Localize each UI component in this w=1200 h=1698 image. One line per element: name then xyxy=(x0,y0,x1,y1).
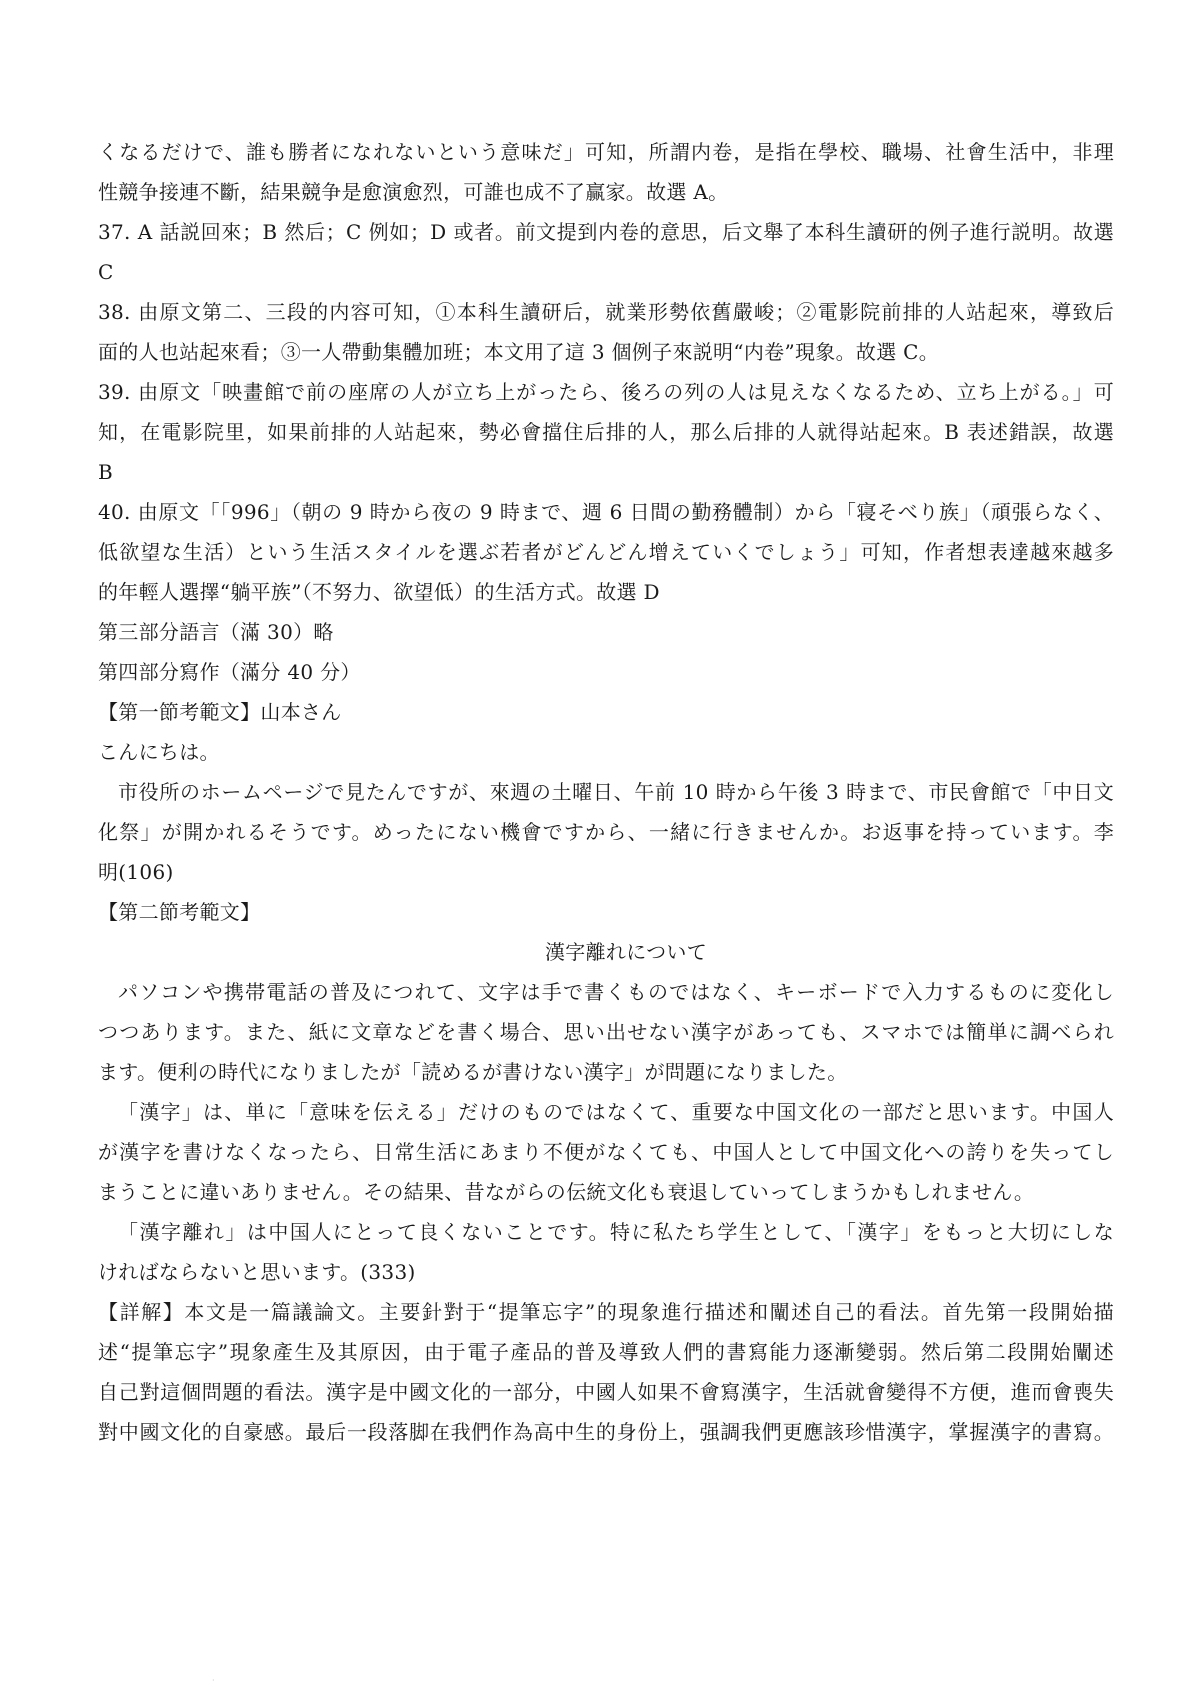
text-line: 明(106) xyxy=(98,860,174,884)
text-line: 面的人也站起來看；③一人帶動集體加班；本文用了這 3 個例子來説明“内卷”現象。故選 C。 xyxy=(98,340,940,364)
text-line: まうことに違いありません。その結果、昔ながらの伝統文化も衰退していってしまうかもしれません。 xyxy=(98,1180,1035,1204)
explanation-line: 【詳解】本文是一篇議論文。主要針對于“提筆忘字”的現象進行描述和闡述自己的看法。首先第一段開始描 xyxy=(98,1300,1114,1324)
document-page xyxy=(98,132,1114,1452)
text-line: くなるだけで、誰も勝者になれないという意味だ」可知，所謂内卷，是指在學校、職場、社會生活中，非理 xyxy=(98,140,1114,164)
answer-39-line: 39. 由原文「映畫館で前の座席の人が立ち上がったら、後ろの列の人は見えなくなるため、立ち上がる。」可 xyxy=(98,380,1114,404)
text-line: ます。便利の時代になりましたが「読めるが書けない漢字」が問題になりました。 xyxy=(98,1060,848,1084)
text-line: 對中國文化的自豪感。最后一段落脚在我們作為高中生的身份上，强調我們更應該珍惜漢字，掌握漢字的書寫。 xyxy=(98,1420,1114,1444)
text-line: ければならないと思います。(333) xyxy=(98,1260,416,1284)
text-line: 知，在電影院里，如果前排的人站起來，勢必會擋住后排的人，那么后排的人就得站起來。B 表述錯誤，故選 xyxy=(98,420,1114,444)
text-line: が漢字を書けなくなったら、日常生活にあまり不便がなくても、中国人として中国文化への誇りを失ってし xyxy=(98,1140,1114,1164)
text-line: 低欲望な生活）という生活スタイルを選ぶ若者がどんどん增えていくでしょう」可知，作者想表達越來越多 xyxy=(98,540,1114,564)
essay-title: 漢字離れについて xyxy=(545,940,707,964)
footer-mark: · xyxy=(212,1676,215,1685)
text-line: 「漢字」は、単に「意味を伝える」だけのものではなくて、重要な中国文化の一部だと思います。中国人 xyxy=(118,1100,1114,1124)
text-line: 化祭」が開かれるそうです。めったにない機會ですから、一緒に行きませんか。お返事を持っています。李 xyxy=(98,820,1114,844)
text-line: 「漢字離れ」は中国人にとって良くないことです。特に私たち学生として、「漢字」をもっと大切にしな xyxy=(118,1220,1114,1244)
text-line: 述“提筆忘字”現象產生及其原因，由于電子產品的普及導致人們的書寫能力逐漸變弱。然后第二段開始闡述 xyxy=(98,1340,1114,1364)
text-line: 市役所のホームページで見たんですが、來週の土曜日、午前 10 時から午後 3 時まで、市民會館で「中日文 xyxy=(118,780,1114,804)
answer-37-line: 37. A 話説回來；B 然后；C 例如；D 或者。前文提到内卷的意思，后文舉了本科生讀研的例子進行説明。故選 xyxy=(98,220,1114,244)
section-heading-part3: 第三部分語言（滿 30）略 xyxy=(98,620,334,644)
text-line: 的年輕人選擇“躺平族”（不努力、欲望低）的生活方式。故選 D xyxy=(98,580,660,604)
text-line: C xyxy=(98,260,114,284)
text-line: つつあります。また、紙に文章などを書く場合、思い出せない漢字があっても、スマホでは簡単に調べられ xyxy=(98,1020,1114,1044)
model-essay-2-heading: 【第二節考範文】 xyxy=(98,900,261,924)
answer-40-line: 40. 由原文「「996」（朝の 9 時から夜の 9 時まで、週 6 日間の勤務體制）から「寝そべり族」（頑張らなく、 xyxy=(98,500,1114,524)
text-line: こんにちは。 xyxy=(98,740,220,764)
answer-38-line: 38. 由原文第二、三段的内容可知，①本科生讀研后，就業形勢依舊嚴峻；②電影院前排的人站起來，導致后 xyxy=(98,300,1114,324)
model-essay-1-heading: 【第一節考範文】山本さん xyxy=(98,700,342,724)
text-line: 性競争接連不斷，結果競争是愈演愈烈，可誰也成不了赢家。故選 A。 xyxy=(98,180,729,204)
text-line: パソコンや携帯電話の普及につれて、文字は手で書くものではなく、キーボードで入力するものに変化し xyxy=(118,980,1114,1004)
text-line: 自己對這個問題的看法。漢字是中國文化的一部分，中國人如果不會寫漢字，生活就會變得不方便，進而會喪失 xyxy=(98,1380,1114,1404)
text-line: B xyxy=(98,460,113,484)
section-heading-part4: 第四部分寫作（滿分 40 分） xyxy=(98,660,361,684)
